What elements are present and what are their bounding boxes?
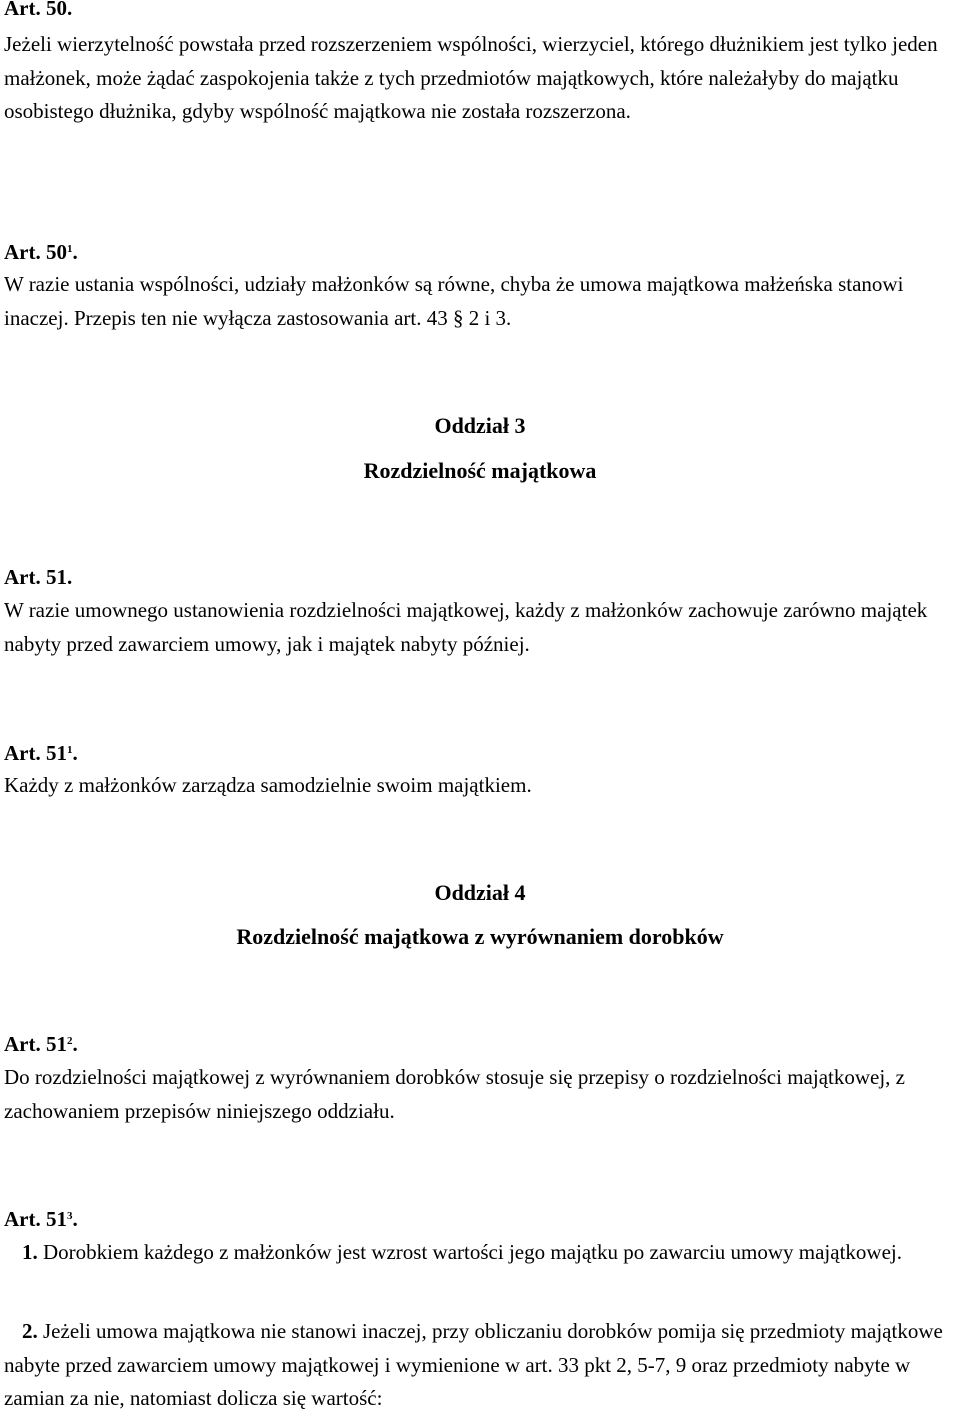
art-51-text: W razie umownego ustanowienia rozdzielności majątkowej, każdy z małżonków zachowuje zarówno majątek nabyty przed zawarciem umowy, jak i majątek nabyty później. (4, 598, 928, 656)
paragraph-number: 1. (22, 1240, 38, 1264)
paragraph-number: 2. (22, 1319, 38, 1343)
art-51-1-heading: Art. $51^1$. (4, 741, 78, 765)
art-50-text: Jeżeli wierzytelność powstała przed rozszerzeniem wspólności, wierzyciel, którego dłużnikiem jest tylko jeden małżonek, może żądać zaspokojenia także z tych przedmiotów majątkowych, które należałyby do majątku osobistego dłużnika, gdyby wspólność majątkowa nie została rozszerzona. (4, 32, 938, 123)
art-51-3-paragraph-1: 1. Dorobkiem każdego z małżonków jest wzrost wartości jego majątku po zawarciu umowy majątkowej. (22, 1240, 902, 1264)
art-50-1-heading: Art. $50^1$. (4, 240, 78, 264)
art-51-heading: Art. 51. (4, 565, 73, 589)
section-3-title: Oddział 3 (434, 413, 526, 438)
art-50-heading: Art. 50. (4, 0, 73, 20)
section-3-subtitle: Rozdzielność majątkowa (363, 458, 597, 483)
art-51-3-paragraph-2: 2. Jeżeli umowa majątkowa nie stanowi inaczej, przy obliczaniu dorobków pomija się przedmioty majątkowe nabyte przed zawarciem umowy majątkowej i wymienione w art. 33 pkt 2, 5-7, 9 oraz przedmioty nabyte w zamian za nie, natomiast dolicza się wartość: (4, 1319, 943, 1410)
art-51-2-text: Do rozdzielności majątkowej z wyrównaniem dorobków stosuje się przepisy o rozdzielności majątkowej, z zachowaniem przepisów niniejszego oddziału. (4, 1065, 905, 1123)
art-50-1-text: W razie ustania wspólności, udziały małżonków są równe, chyba że umowa majątkowa małżeńska stanowi inaczej. Przepis ten nie wyłącza zastosowania art. 43 § 2 i 3. (4, 272, 904, 330)
section-4-title: Oddział 4 (434, 880, 526, 905)
art-51-2-heading: Art. $51^2$. (4, 1032, 78, 1056)
art-51-1-text: Każdy z małżonków zarządza samodzielnie swoim majątkiem. (4, 773, 532, 797)
art-51-3-heading: Art. $51^3$. (4, 1207, 78, 1231)
section-4-subtitle: Rozdzielność majątkowa z wyrównaniem dorobków (236, 924, 724, 949)
